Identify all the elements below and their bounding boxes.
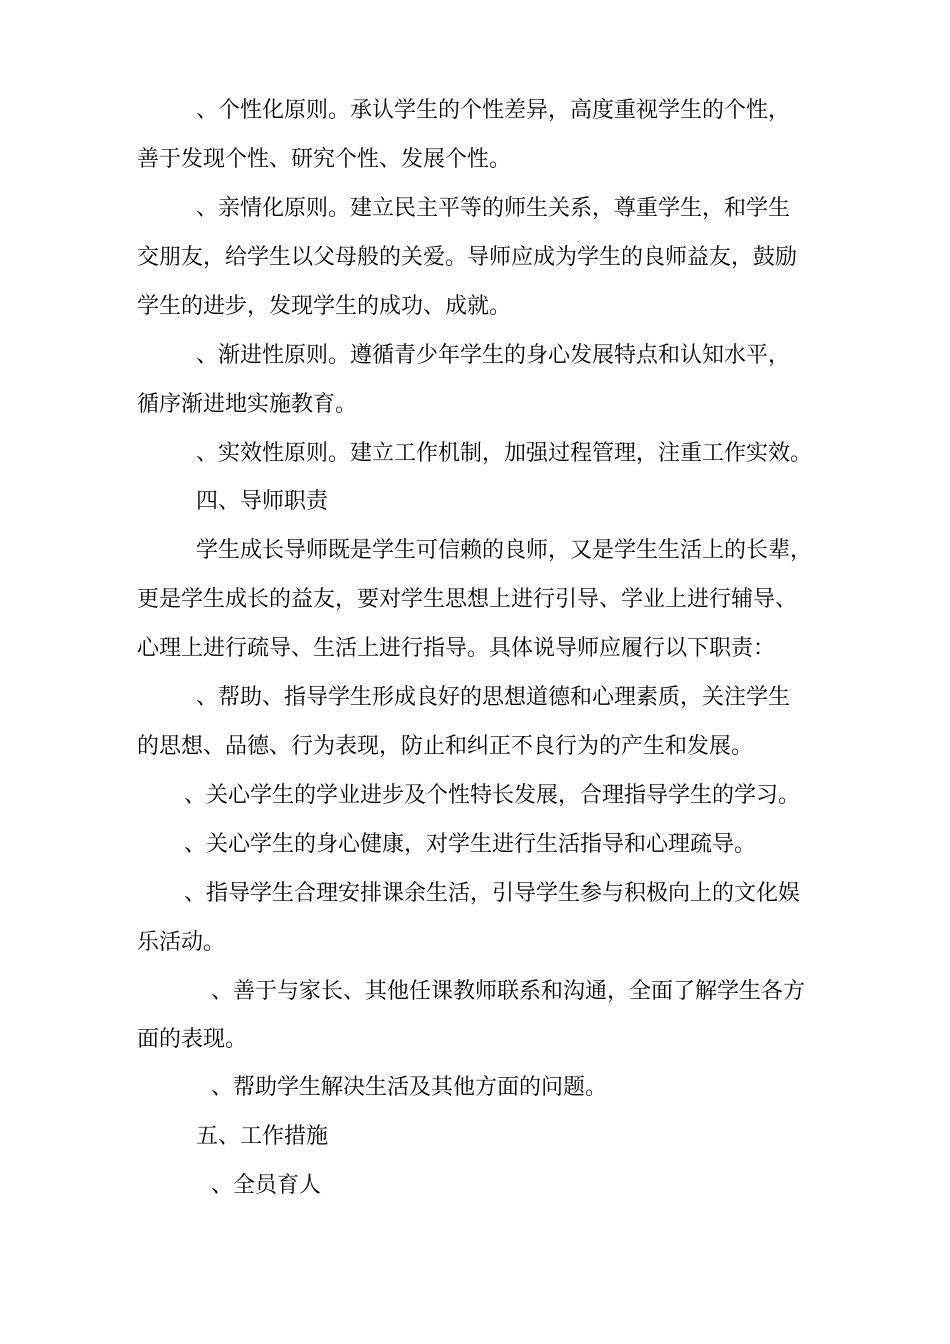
section-heading: 四、导师职责 bbox=[196, 489, 329, 514]
text-line: 、善于与家长、其他任课教师联系和沟通，全面了解学生各方 bbox=[211, 979, 806, 1004]
text-line: 、关心学生的学业进步及个性特长发展，合理指导学生的学习。 bbox=[184, 783, 801, 808]
text-line: 更是学生成长的益友，要对学生思想上进行引导、学业上进行辅导、 bbox=[137, 587, 798, 612]
text-line: 、实效性原则。建立工作机制，加强过程管理，注重工作实效。 bbox=[196, 441, 813, 466]
text-line: 心理上进行疏导、生活上进行指导。具体说导师应履行以下职责： bbox=[137, 636, 776, 661]
text-line: 、帮助学生解决生活及其他方面的问题。 bbox=[211, 1075, 608, 1100]
text-line: 学生的进步，发现学生的成功、成就。 bbox=[137, 294, 512, 319]
text-line: 面的表现。 bbox=[137, 1027, 248, 1052]
text-line: 交朋友，给学生以父母般的关爱。导师应成为学生的良师益友，鼓励 bbox=[137, 245, 798, 270]
text-line: 、个性化原则。承认学生的个性差异，高度重视学生的个性， bbox=[196, 98, 791, 123]
text-line: 、指导学生合理安排课余生活，引导学生参与积极向上的文化娱 bbox=[184, 881, 801, 906]
text-line: 乐活动。 bbox=[137, 930, 226, 955]
text-line: 、亲情化原则。建立民主平等的师生关系，尊重学生，和学生 bbox=[196, 196, 791, 221]
section-heading: 五、工作措施 bbox=[196, 1124, 329, 1149]
text-line: 善于发现个性、研究个性、发展个性。 bbox=[137, 147, 512, 172]
text-line: 、全员育人 bbox=[211, 1173, 322, 1198]
text-line: 、帮助、指导学生形成良好的思想道德和心理素质，关注学生 bbox=[196, 685, 791, 710]
text-line: 的思想、品德、行为表现，防止和纠正不良行为的产生和发展。 bbox=[137, 734, 754, 759]
text-line: 学生成长导师既是学生可信赖的良师，又是学生生活上的长辈， bbox=[196, 538, 813, 563]
text-line: 循序渐进地实施教育。 bbox=[137, 392, 358, 417]
text-line: 、关心学生的身心健康，对学生进行生活指导和心理疏导。 bbox=[184, 832, 757, 857]
text-line: 、渐进性原则。遵循青少年学生的身心发展特点和认知水平， bbox=[196, 343, 791, 368]
